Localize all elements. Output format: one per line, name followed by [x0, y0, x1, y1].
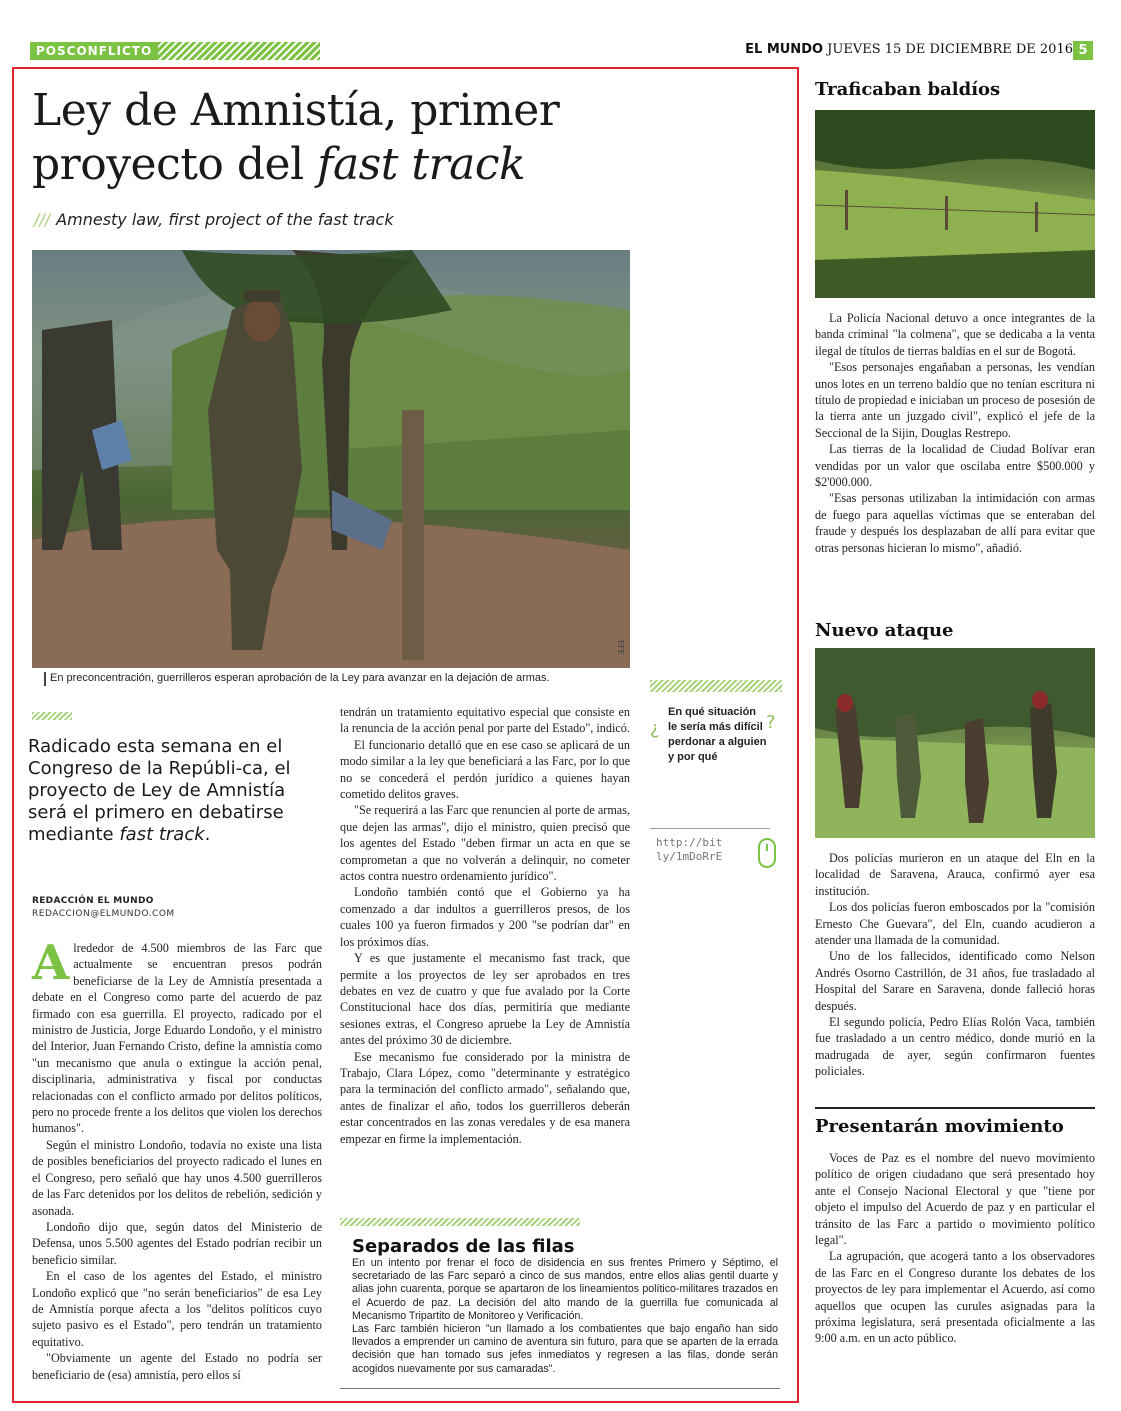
guerrilla-photo-illustration — [32, 250, 630, 668]
field-photo — [815, 110, 1095, 298]
masthead — [745, 42, 1073, 57]
body-paragraph: "Se requerirá a las Farc que renuncien al porte de armas, que dejen las armas", dijo el ministro, quien precisó que los agentes del Estado "deben firmar un acta en que se comprometan a que no volverán a delinquir, no cometer actos contra nuestro ordenamiento jurídico". — [340, 803, 630, 884]
story-paragraph: La Policía Nacional detuvo a once integrantes de la banda criminal "la colmena", que se dedicaba a la venta ilegal de títulos de tierras baldías en el sur de Bogotá. — [815, 311, 1095, 358]
issue-date: JUEVES 15 DE DICIEMBRE DE 2016 — [827, 42, 1073, 57]
lead-end: . — [204, 824, 211, 845]
photo-credit: EFE — [616, 640, 625, 655]
lead-bar — [32, 712, 72, 720]
patrol-photo-illustration — [815, 648, 1095, 838]
lead-text: Radicado esta semana en el Congreso de la Repúbli-ca, el proyecto de Ley de Amnistía será el primero en debatirse mediante — [28, 736, 291, 845]
body-paragraph: En el caso de los agentes del Estado, el ministro Londoño explicó que "no serán beneficiarios" de esa Ley de Amnistía porque afecta a los "delitos políticos cuyo sujeto pasivo es el Estado", pero tendrán un tratamiento equitativo. — [32, 1269, 322, 1349]
body-paragraph: Londoño dijo que, según datos del Ministerio de Defensa, unos 5.500 agentes del Estado podrían recibir un beneficio similar. — [32, 1219, 322, 1267]
story-title-movimiento: Presentarán movimiento — [815, 1116, 1064, 1137]
body-paragraph: El funcionario detalló que en ese caso se aplicará de un modo similar a la ley que beneficiará a las Farc, por lo que no se concederá el perdón jurídico a quienes hayan cometido delitos graves. — [340, 737, 630, 802]
page-number: 5 — [1073, 41, 1093, 60]
story-paragraph: "Esas personas utilizaban la intimidación con armas de fuego para aquellas víctimas que se enteraban del fraude y después los desplazaban de allí para evitar que otras personas hicieran lo mismo", añadió. — [815, 491, 1095, 555]
reader-question: En qué situación le sería más difícil perdonar a alguien y por qué — [668, 706, 767, 763]
story-paragraph: Las tierras de la localidad de Ciudad Bolívar eran vendidas por un valor que oscilaba entre $500.000 y $2'000.000. — [815, 442, 1095, 490]
body-column-2 — [340, 704, 630, 1147]
story-body-traficaban — [815, 310, 1095, 556]
body-paragraph: Según el ministro Londoño, todavía no existe una lista de posibles beneficiarios del proyecto radicado el lunes en el Congreso, pero señaló que hay unos 4.500 guerrilleros de las Farc detenidos por los delitos de rebelión, sedición y asonada. — [32, 1137, 322, 1218]
body-paragraph — [32, 935, 322, 1137]
story-paragraph: Uno de los fallecidos, identificado como Nelson Andrés Osorno Castrillón, de 31 años, fue trasladado al Hospital del Sarare en Saravena, donde falleció horas después. — [815, 949, 1095, 1013]
drop-cap: A — [32, 935, 70, 991]
headline-italic: fast track — [317, 139, 526, 190]
story-paragraph: La agrupación, que acogerá tanto a los observadores de las Farc en el Congreso durante los debates de los proyectos de ley para implementar el Acuerdo, así como aquellos que ocupen las curules asignadas para la próxima legislatura, será presentada oficialmente a las 9:00 a.m. en un acto público. — [815, 1249, 1095, 1346]
box-paragraph: Las Farc también hicieron "un llamado a los combatientes que bajo engaño han sido llevados a emprender un camino de aventura sin futuro, para que se aparten de la errada decisión que han tomado sus jefes inmediatos y regresen a las filas, donde serán acogidos nuevamente por sus camaradas". — [352, 1323, 778, 1375]
subhead — [34, 210, 394, 229]
box-title: Separados de las filas — [352, 1236, 575, 1257]
mouse-icon — [758, 838, 776, 868]
body-paragraph: Y es que justamente el mecanismo fast track, que permite a los proyectos de ley ser aprobados en tres debates en vez de cuatro y que fue avalado por la Corte Constitucional hace dos días, permitiría que mediante sesiones extras, el Congreso apruebe la Ley de Amnistía antes del próximo 30 de diciembre. — [340, 951, 630, 1048]
story-body-ataque — [815, 850, 1095, 1080]
story-paragraph: Dos policías murieron en un ataque del Eln en la localidad de Saravena, Arauca, confirmó ayer esa institución. — [815, 851, 1095, 898]
question-close-mark: ? — [766, 712, 776, 733]
body-column-1 — [32, 935, 322, 1383]
section-tag — [30, 42, 320, 60]
box-paragraph: En un intento por frenar el foco de disidencia en sus frentes Primero y Séptimo, el secretariado de las Farc separó a cinco de sus mandos, entre ellos alias gentil duarte y alias john cuarenta, porque se apartaron de los lineamientos político-militares trazados en el Acuerdo de paz. La decisión del alto mando de la guerrilla fue comunicada al Mecanismo Tripartito de Monitoreo y Verificación. — [352, 1257, 778, 1322]
paragraph-text: lrededor de 4.500 miembros de las Farc que actualmente se encuentran presos podrán beneficiarse de la Ley de Amnistía presentada a debate en el Congreso como parte del acuerdo de paz firmado con esa guerrilla. El proyecto, radicado por el ministro de Justicia, Jorge Eduardo Londoño, y el ministro del Interior, Juan Fernando Cristo, define la amnistía como "un mecanismo que anula o extingue la acción penal, disciplinaria, administrativa y fiscal por conductas relacionadas con el conflicto armado por delitos políticos, pero no procede frente a los delitos que violen los derechos humanos". — [32, 941, 322, 1136]
story-paragraph: Los dos policías fueron emboscados por la "comisión Ernesto Che Guevara", del Eln, cuando acudieron a atender una llamada de la comunidad. — [815, 900, 1095, 948]
body-paragraph: "Obviamente un agente del Estado no podría ser beneficiario de (esa) amnistía, pero ellos sí — [32, 1351, 322, 1382]
byline: REDACCIÓN EL MUNDO — [32, 896, 154, 906]
headline-text: Ley de Amnistía, primer proyecto del — [32, 85, 560, 190]
story-rule — [815, 1107, 1095, 1109]
question-bar — [650, 680, 782, 692]
lead-paragraph — [28, 736, 328, 846]
box-bar — [340, 1218, 580, 1226]
subhead-text: Amnesty law, first project of the fast track — [56, 210, 394, 229]
body-paragraph: Londoño también contó que el Gobierno ya ha comenzado a dar indultos a guerrilleros presos, de los cuales 100 ya fueron firmados y 200 "se podrían dar" en los próximos días. — [340, 885, 630, 949]
field-photo-illustration — [815, 110, 1095, 298]
section-label: POSCONFLICTO — [30, 42, 158, 60]
headline — [32, 84, 732, 192]
box-rule — [340, 1388, 780, 1389]
photo-caption: En preconcentración, guerrilleros esperan aprobación de la Ley para avanzar en la dejación de armas. — [50, 672, 550, 684]
story-body-movimiento — [815, 1150, 1095, 1347]
main-photo — [32, 250, 630, 668]
byline-email: REDACCION@ELMUNDO.COM — [32, 909, 175, 919]
story-paragraph: Voces de Paz es el nombre del nuevo movimiento político de origen ciudadano que será presentado hoy ante el Consejo Nacional Electoral y que "tiene por objeto el impulso del Acuerdo de paz y en particular el tránsito de las Farc a partido o movimiento político legal". — [815, 1151, 1095, 1248]
body-paragraph: Ese mecanismo fue considerado por la ministra de Trabajo, Clara López, como "determinante y estratégico para la terminación del conflicto armado", señalando que, antes de finalizar el año, todos los guerrilleros deberán estar concentrados en las zonas veredales y de esa manera empezar en firme la implementación. — [340, 1049, 630, 1146]
story-title-traficaban: Traficaban baldíos — [815, 79, 1001, 100]
story-paragraph: El segundo policía, Pedro Elías Rolón Vaca, también fue trasladado a un centro médico, donde murió en la madrugada de ayer, según confirmaron fuentes policiales. — [815, 1015, 1095, 1079]
question-open-mark: ¿ — [650, 718, 660, 739]
story-title-ataque: Nuevo ataque — [815, 620, 954, 641]
subhead-slashes: /// — [34, 210, 51, 229]
box-body — [352, 1257, 778, 1376]
caption-marker — [44, 672, 46, 686]
paper-name: EL MUNDO — [745, 42, 824, 57]
lead-italic: fast track — [119, 824, 205, 845]
patrol-photo — [815, 648, 1095, 838]
short-link[interactable]: http://bit ly/1mDoRrE — [656, 836, 723, 863]
body-paragraph: tendrán un tratamiento equitativo especial que consiste en la renuncia de la acción penal por parte del Estado", indicó. — [340, 705, 630, 736]
story-paragraph: "Esos personajes engañaban a personas, les vendían unos lotes en un terreno baldío que no tenían escritura ni título de propiedad e iniciaban un proceso de posesión de la tierra ante un juzgado civil", explicó el jefe de la Seccional de la Sijin, Douglas Restrepo. — [815, 360, 1095, 440]
